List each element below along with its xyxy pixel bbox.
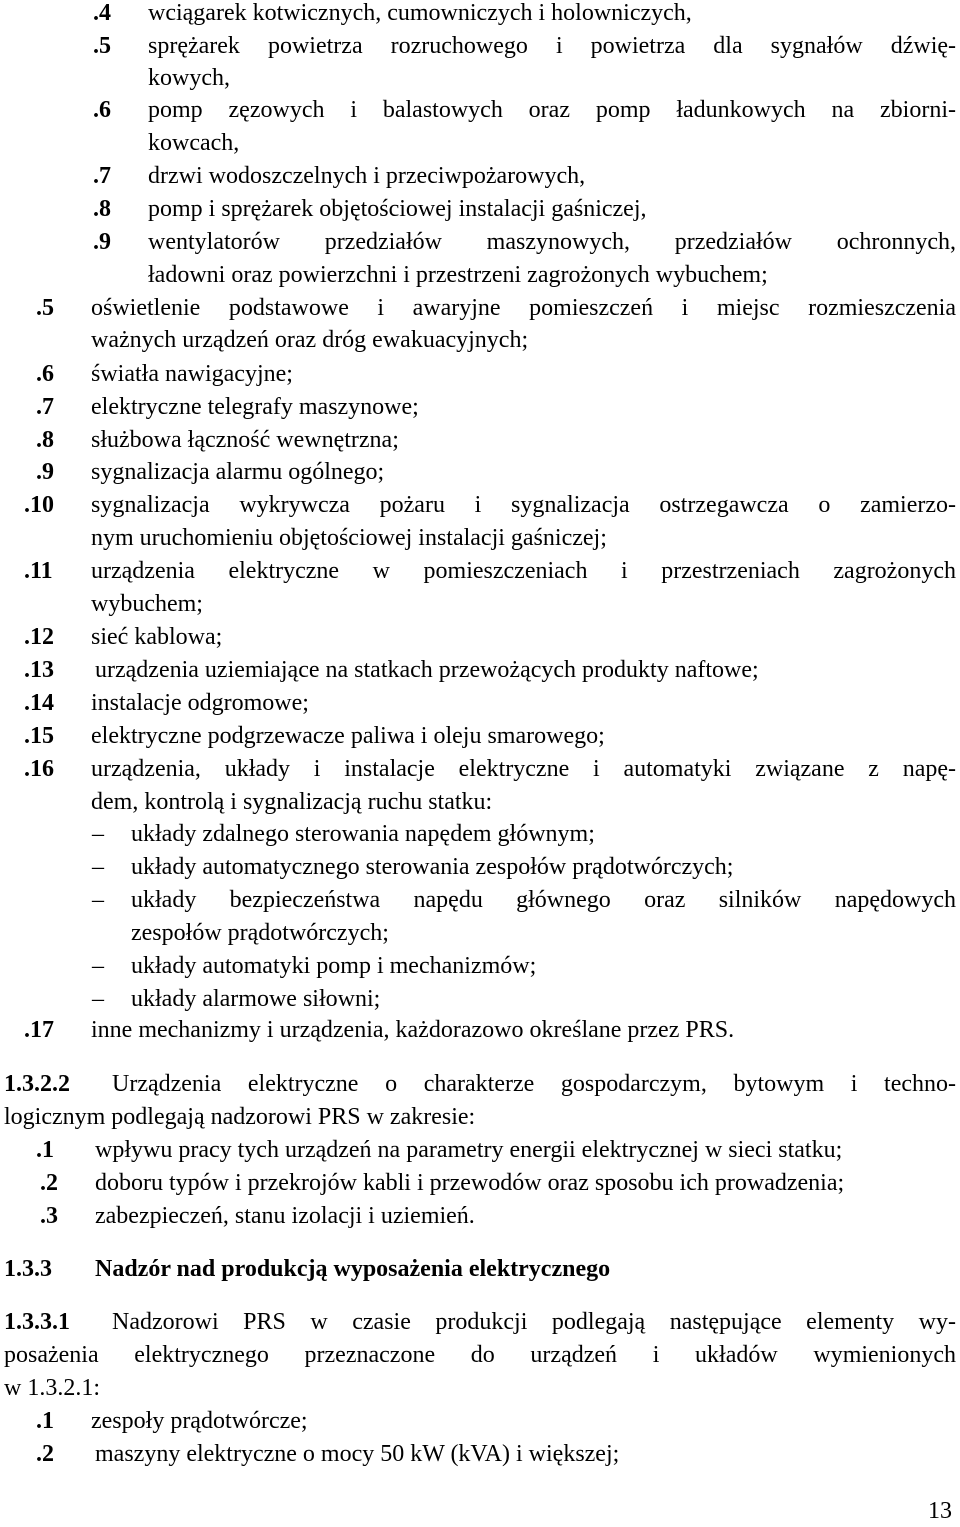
list-item <box>0 1167 960 1199</box>
page-number-text: 13 <box>928 1498 952 1524</box>
list-item-continuation <box>0 588 960 620</box>
item-text: sieć kablowa; <box>91 624 223 650</box>
dash-item <box>0 950 960 982</box>
item-number: .4 <box>93 0 111 26</box>
dash-item-continuation <box>0 917 960 949</box>
paragraph-1331 <box>0 1306 960 1338</box>
list-item <box>0 1134 960 1166</box>
item-text: układy alarmowe siłowni; <box>131 986 381 1012</box>
item-text: urządzenia uziemiające na statkach przewożących produkty naftowe; <box>95 657 759 683</box>
list-item <box>0 94 960 126</box>
item-text: zespoły prądotwórcze; <box>91 1408 308 1434</box>
item-number: .2 <box>40 1170 58 1196</box>
list-item <box>0 555 960 587</box>
list-item <box>0 687 960 719</box>
item-number: .1 <box>36 1137 54 1163</box>
item-number: .6 <box>36 361 54 387</box>
item-text: zabezpieczeń, stanu izolacji i uziemień. <box>95 1203 475 1229</box>
item-text: wciągarek kotwicznych, cumowniczych i holowniczych, <box>148 0 692 26</box>
item-number: .16 <box>24 756 54 782</box>
section-number: 1.3.3.1 <box>4 1309 70 1335</box>
item-text: elektryczne telegrafy maszynowe; <box>91 394 419 420</box>
item-text: układy zdalnego sterowania napędem głównym; <box>131 821 595 847</box>
item-number: .7 <box>93 163 111 189</box>
item-text: zespołów prądotwórczych; <box>131 920 389 946</box>
item-number: .7 <box>36 394 54 420</box>
list-item-continuation <box>0 62 960 94</box>
item-text: maszyny elektryczne o mocy 50 kW (kVA) i większej; <box>95 1441 620 1467</box>
paragraph-text: w 1.3.2.1: <box>4 1375 100 1401</box>
item-text: pomp zęzowych i balastowych oraz pomp ładunkowych na zbiorni- <box>148 97 956 123</box>
item-number: .9 <box>93 229 111 255</box>
list-item <box>0 193 960 225</box>
item-text: światła nawigacyjne; <box>91 361 293 387</box>
item-text: wpływu pracy tych urządzeń na parametry energii elektrycznej w sieci statku; <box>95 1137 843 1163</box>
list-item-continuation <box>0 522 960 554</box>
list-item <box>0 1438 960 1470</box>
list-item-continuation <box>0 259 960 291</box>
list-item <box>0 30 960 62</box>
paragraph-text: logicznym podlegają nadzorowi PRS w zakresie: <box>4 1104 476 1130</box>
list-item-continuation <box>0 786 960 818</box>
item-text: ważnych urządzeń oraz dróg ewakuacyjnych; <box>91 327 529 353</box>
list-item <box>0 1405 960 1437</box>
item-number: .13 <box>24 657 54 683</box>
dash-item <box>0 851 960 883</box>
section-heading <box>0 1253 960 1285</box>
item-text: sprężarek powietrza rozruchowego i powietrza dla sygnałów dźwię- <box>148 33 956 59</box>
section-number: 1.3.2.2 <box>4 1071 70 1097</box>
item-text: sygnalizacja wykrywcza pożaru i sygnalizacja ostrzegawcza o zamierzo- <box>91 492 956 518</box>
item-text: służbowa łączność wewnętrzna; <box>91 427 399 453</box>
item-text: pomp i sprężarek objętościowej instalacji gaśniczej, <box>148 196 647 222</box>
list-item <box>0 292 960 324</box>
item-text: oświetlenie podstawowe i awaryjne pomieszczeń i miejsc rozmieszczenia <box>91 295 956 321</box>
list-item <box>0 720 960 752</box>
item-text: urządzenia elektryczne w pomieszczeniach i przestrzeniach zagrożonych <box>91 558 956 584</box>
heading-title: Nadzór nad produkcją wyposażenia elektrycznego <box>95 1256 611 1282</box>
dash-item <box>0 818 960 850</box>
item-text: urządzenia, układy i instalacje elektryczne i automatyki związane z napę- <box>91 756 956 782</box>
item-text: sygnalizacja alarmu ogólnego; <box>91 459 385 485</box>
dash-mark: – <box>92 821 104 847</box>
item-number: .14 <box>24 690 54 716</box>
item-number: .1 <box>36 1408 54 1434</box>
item-number: .5 <box>36 295 54 321</box>
list-item <box>0 1200 960 1232</box>
item-number: .10 <box>24 492 54 518</box>
item-text: kowych, <box>148 65 230 91</box>
item-number: .8 <box>93 196 111 222</box>
item-text: wentylatorów przedziałów maszynowych, przedziałów ochronnych, <box>148 229 956 255</box>
list-item <box>0 654 960 686</box>
dash-mark: – <box>92 953 104 979</box>
list-item <box>0 358 960 390</box>
list-item-continuation <box>0 324 960 356</box>
list-item <box>0 1014 960 1046</box>
item-number: .2 <box>36 1441 54 1467</box>
item-text: dem, kontrolą i sygnalizacją ruchu statku: <box>91 789 493 815</box>
item-number: .6 <box>93 97 111 123</box>
item-text: nym uruchomieniu objętościowej instalacji gaśniczej; <box>91 525 607 551</box>
item-number: .9 <box>36 459 54 485</box>
paragraph-text: posażenia elektrycznego przeznaczone do urządzeń i układów wymienionych <box>4 1342 956 1368</box>
item-text: kowcach, <box>148 130 240 156</box>
dash-mark: – <box>92 887 104 913</box>
heading-number: 1.3.3 <box>4 1256 52 1282</box>
list-item <box>0 456 960 488</box>
list-item-continuation <box>0 127 960 159</box>
item-text: inne mechanizmy i urządzenia, każdorazowo określane przez PRS. <box>91 1017 735 1043</box>
dash-mark: – <box>92 854 104 880</box>
list-item <box>0 753 960 785</box>
paragraph-text: Urządzenia elektryczne o charakterze gospodarczym, bytowym i techno- <box>112 1071 956 1097</box>
item-number: .5 <box>93 33 111 59</box>
page-number <box>928 1495 958 1527</box>
item-text: elektryczne podgrzewacze paliwa i oleju smarowego; <box>91 723 605 749</box>
list-item <box>0 489 960 521</box>
item-text: doboru typów i przekrojów kabli i przewodów oraz sposobu ich prowadzenia; <box>95 1170 845 1196</box>
list-item <box>0 391 960 423</box>
item-text: drzwi wodoszczelnych i przeciwpożarowych, <box>148 163 586 189</box>
paragraph-text: Nadzorowi PRS w czasie produkcji podlegają następujące elementy wy- <box>112 1309 956 1335</box>
dash-mark: – <box>92 986 104 1012</box>
dash-item <box>0 884 960 916</box>
item-text: układy automatyki pomp i mechanizmów; <box>131 953 537 979</box>
item-number: .8 <box>36 427 54 453</box>
list-item <box>0 0 960 29</box>
paragraph-continuation <box>0 1339 960 1371</box>
list-item <box>0 424 960 456</box>
item-number: .15 <box>24 723 54 749</box>
item-number: .12 <box>24 624 54 650</box>
paragraph-continuation <box>0 1101 960 1133</box>
item-text: ładowni oraz powierzchni i przestrzeni zagrożonych wybuchem; <box>148 262 768 288</box>
item-text: wybuchem; <box>91 591 203 617</box>
item-number: .11 <box>24 558 53 584</box>
item-text: układy automatycznego sterowania zespołów prądotwórczych; <box>131 854 734 880</box>
item-text: instalacje odgromowe; <box>91 690 309 716</box>
list-item <box>0 621 960 653</box>
list-item <box>0 160 960 192</box>
list-item <box>0 226 960 258</box>
item-text: układy bezpieczeństwa napędu głównego oraz silników napędowych <box>131 887 956 913</box>
item-number: .3 <box>40 1203 58 1229</box>
paragraph-1322 <box>0 1068 960 1100</box>
dash-item <box>0 983 960 1015</box>
paragraph-continuation <box>0 1372 960 1404</box>
item-number: .17 <box>24 1017 54 1043</box>
